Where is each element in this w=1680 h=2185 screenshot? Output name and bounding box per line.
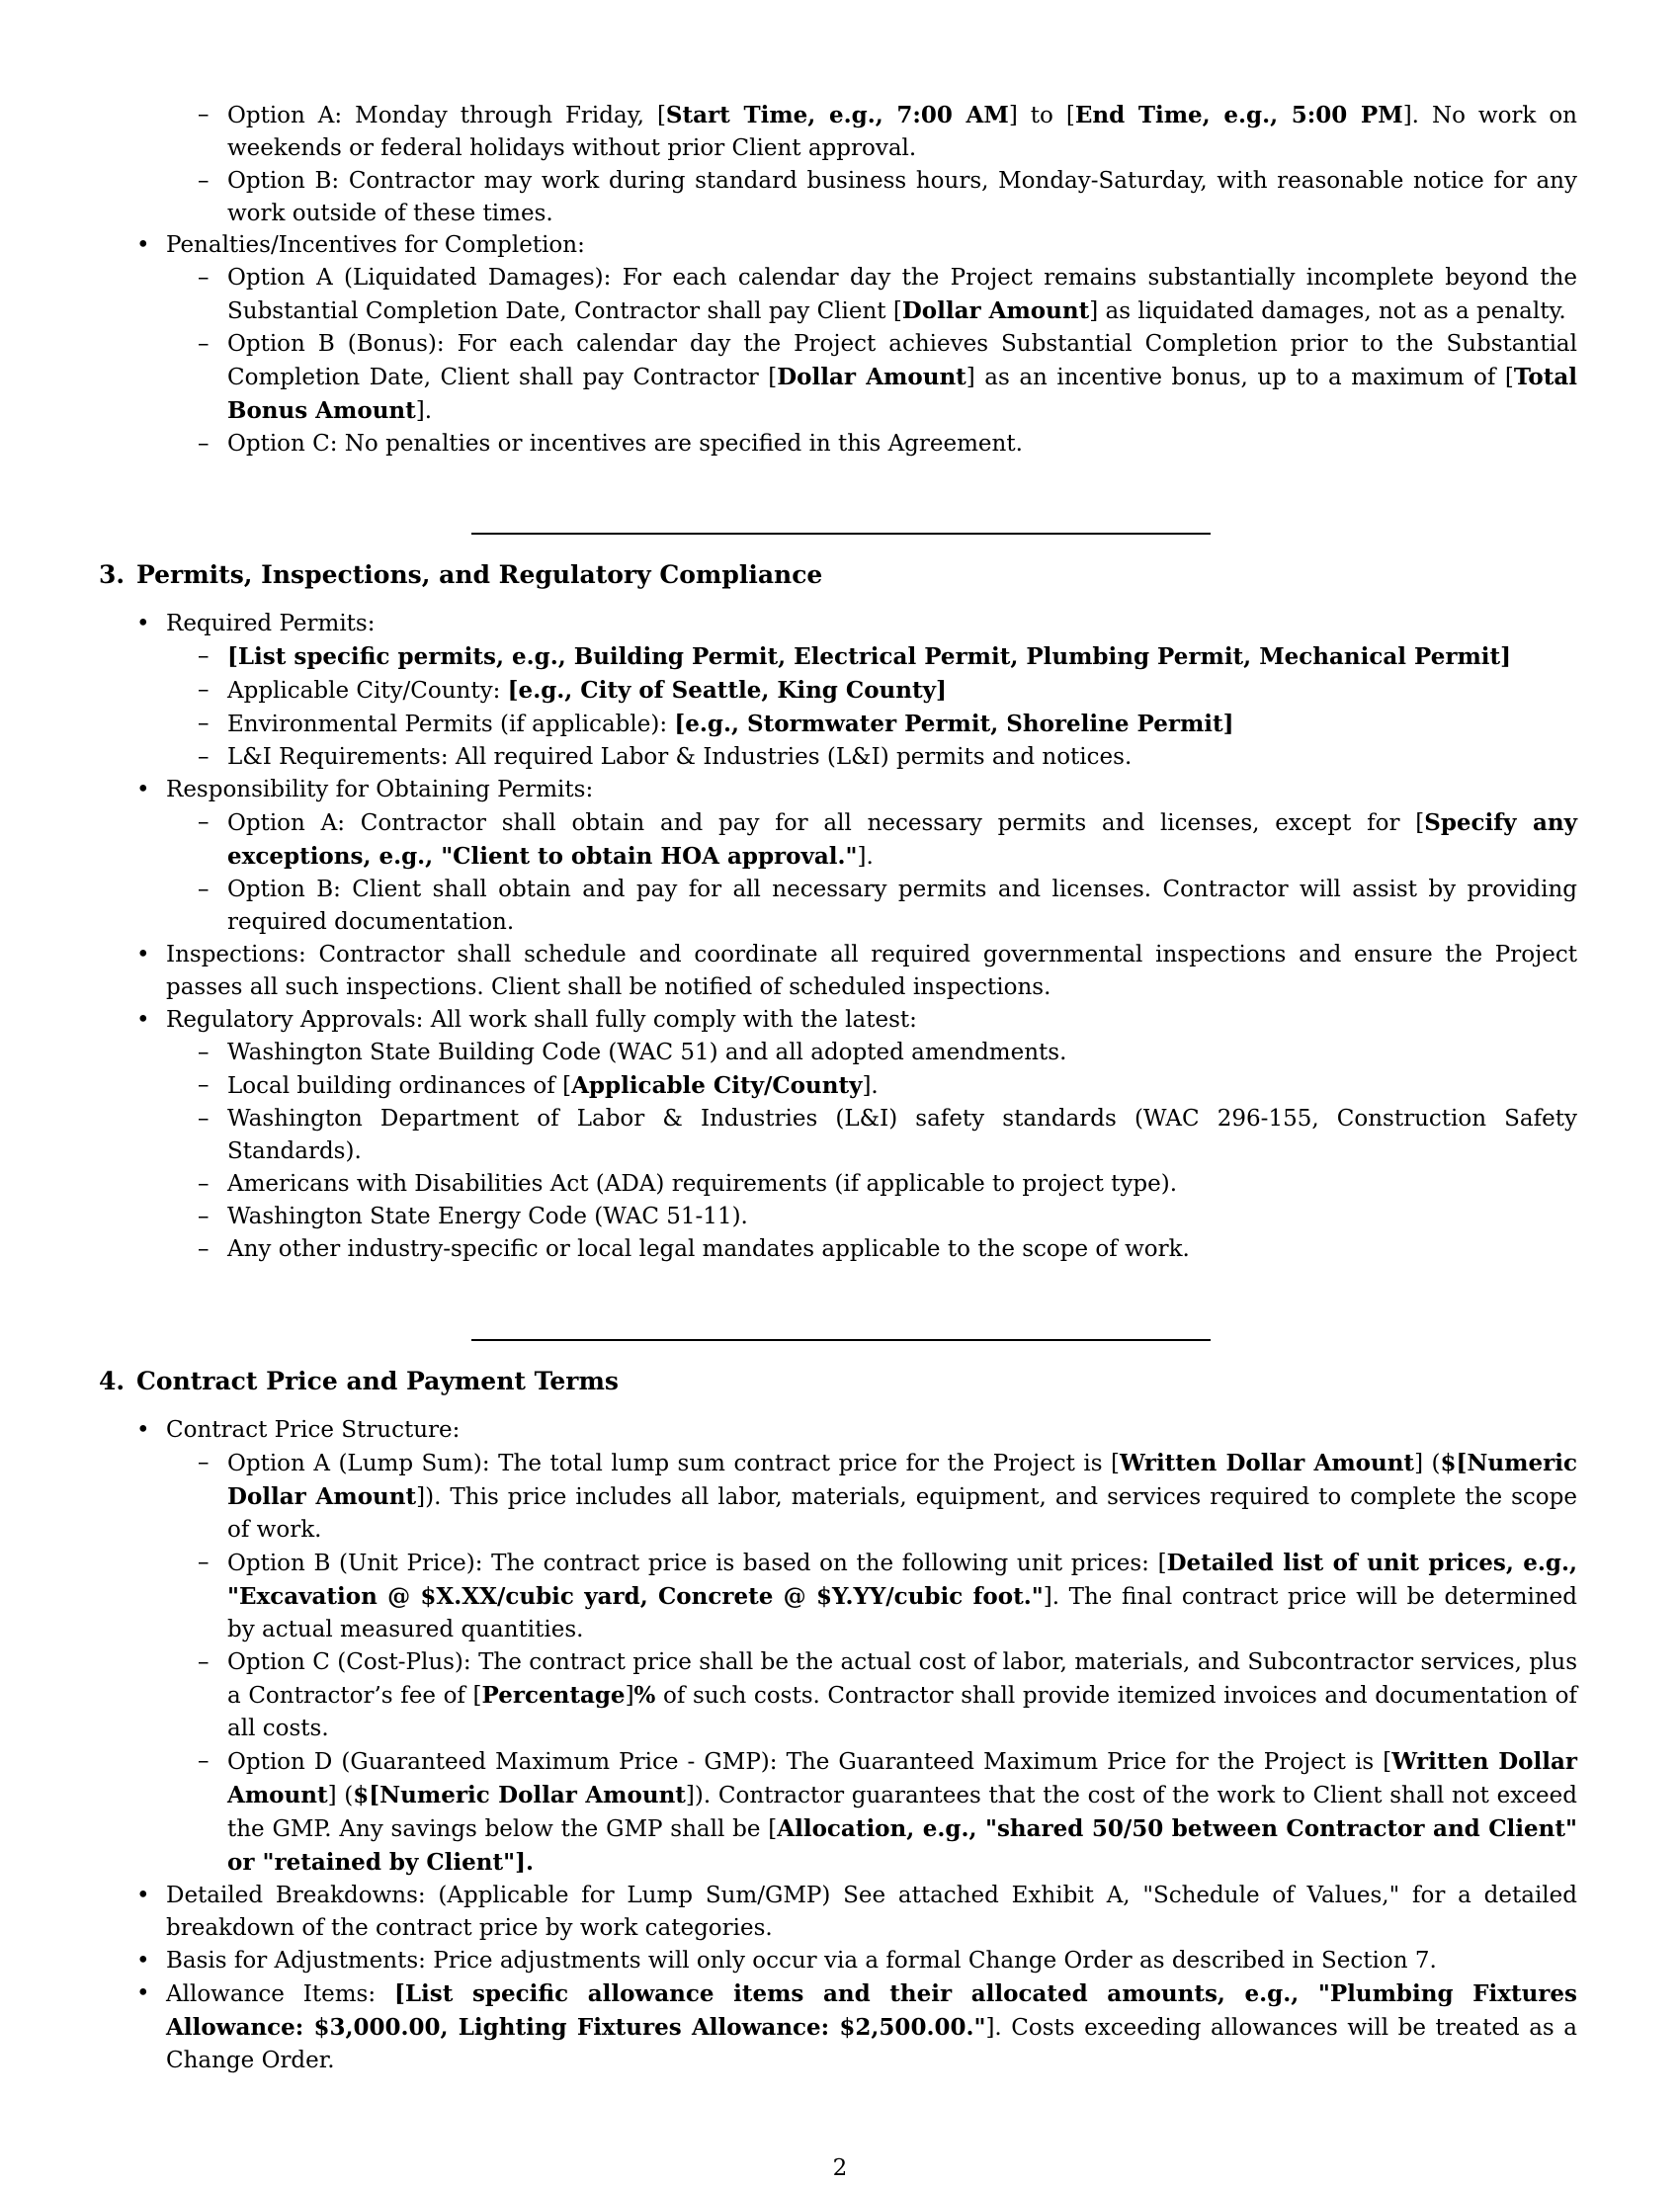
penalties-option-c: – Option C: No penalties or incentives are specified in this Agreement. xyxy=(0,428,1577,461)
penalties-option-a: – Option A (Liquidated Damages): For each calendar day the Project remains substantially incomplete beyond the Substantial Completion Date, Contractor shall pay Client [Dollar Amount] as liquidated damages, not as a penalty. xyxy=(0,262,1577,328)
price-structure-item: • Contract Price Structure: – Option A (Lump Sum): The total lump sum contract price for the Project is [Written Dollar Amount] ($[Numeric Dollar Amount]). This price includes all labor, materials, equipment, and services required to complete the scope of work. – Option B (Unit Price): The contract price is based on the following unit prices: [Detailed list of unit prices, e.g., "Excavation @ $X.XX/cubic yard, Concrete @ $Y.YY/cubic foot."]. The final contract price will be determined by actual measured quantities. – Option C (Cost-Plus): The contract price shall be the actual cost of labor, materials, and Subcontractor services, plus a Contractor’s fee of [Percentage]% of such costs. Contractor shall provide itemized invoices and documentation of all costs. – Option D (Guaranteed Maximum Price - GMP): The Guaranteed Maximum Price for the Project is [Written Dollar Amount] ($[Numeric Dollar Amount]). Contractor guarantees that the cost of the work to Client shall not exceed the GMP. Any savings below the GMP shall be [Allocation, e.g., "shared 50/50 between Contractor and Client" or "retained by Client"]. xyxy=(0,1414,1577,1880)
work-hours-option-a: – Option A: Monday through Friday, [Start Time, e.g., 7:00 AM] to [End Time, e.g., 5:00 PM]. No work on weekends or federal holidays without prior Client approval. xyxy=(0,99,1577,165)
price-option-c: – Option C (Cost-Plus): The contract price shall be the actual cost of labor, materials, and Subcontractor services, plus a Contractor’s fee of [Percentage]% of such costs. Contractor shall provide itemized invoices and documentation of all costs. xyxy=(0,1646,1577,1745)
permits-li: – L&I Requirements: All required Labor & Industries (L&I) permits and notices. xyxy=(0,741,1577,774)
permits-environmental: – Environmental Permits (if applicable): [e.g., Stormwater Permit, Shoreline Permit] xyxy=(0,708,1577,741)
reg-other: – Any other industry-specific or local legal mandates applicable to the scope of work. xyxy=(0,1233,1577,1266)
permits-city: – Applicable City/County: [e.g., City of Seattle, King County] xyxy=(0,674,1577,708)
price-option-d: – Option D (Guaranteed Maximum Price - GMP): The Guaranteed Maximum Price for the Project is [Written Dollar Amount] ($[Numeric Dollar Amount]). Contractor guarantees that the cost of the work to Client shall not exceed the GMP. Any savings below the GMP shall be [Allocation, e.g., "shared 50/50 between Contractor and Client" or "retained by Client"]. xyxy=(0,1745,1577,1880)
responsibility-option-b: – Option B: Client shall obtain and pay for all necessary permits and licenses. Contractor will assist by providing required documentation. xyxy=(0,874,1577,939)
inspections-item: • Inspections: Contractor shall schedule and coordinate all required governmental inspections and ensure the Project passes all such inspections. Client shall be notified of scheduled inspections. xyxy=(0,939,1577,1004)
adjustments-item: • Basis for Adjustments: Price adjustments will only occur via a formal Change Order as described in Section 7. xyxy=(0,1945,1577,1977)
reg-building-code: – Washington State Building Code (WAC 51) and all adopted amendments. xyxy=(0,1037,1577,1069)
penalties-option-b: – Option B (Bonus): For each calendar day the Project achieves Substantial Completion prior to the Substantial Completion Date, Client shall pay Contractor [Dollar Amount] as an incentive bonus, up to a maximum of [Total Bonus Amount]. xyxy=(0,328,1577,428)
required-permits-item: • Required Permits: – [List specific permits, e.g., Building Permit, Electrical Permit, Plumbing Permit, Mechanical Permit] – Applicable City/County: [e.g., City of Seattle, King County] – Environmental Permits (if applicable): [e.g., Stormwater Permit, Shoreline Permit] – L&I Requirements: All required Labor & Industries (L&I) permits and notices. xyxy=(0,608,1577,774)
penalties-item: • Penalties/Incentives for Completion: – Option A (Liquidated Damages): For each calendar day the Project remains substantially incomplete beyond the Substantial Completion Date, Contractor shall pay Client [Dollar Amount] as liquidated damages, not as a penalty. – Option B (Bonus): For each calendar day the Project achieves Substantial Completion prior to the Substantial Completion Date, Client shall pay Contractor [Dollar Amount] as an incentive bonus, up to a maximum of [Total Bonus Amount]. – Option C: No penalties or incentives are specified in this Agreement. xyxy=(0,229,1577,461)
section-divider xyxy=(471,533,1211,535)
price-option-b: – Option B (Unit Price): The contract price is based on the following unit prices: [Detailed list of unit prices, e.g., "Excavation @ $X.XX/cubic yard, Concrete @ $Y.YY/cubic foot."]. The final contract price will be determined by actual measured quantities. xyxy=(0,1547,1577,1646)
work-hours-block xyxy=(0,99,1680,230)
section-4-heading: 4. Contract Price and Payment Terms xyxy=(99,1367,619,1395)
page-number: 2 xyxy=(832,2155,848,2181)
reg-local-ordinances: – Local building ordinances of [Applicable City/County]. xyxy=(0,1069,1577,1103)
section-3-heading: 3. Permits, Inspections, and Regulatory Compliance xyxy=(99,560,823,589)
section-divider xyxy=(471,1339,1211,1341)
regulatory-item: • Regulatory Approvals: All work shall fully comply with the latest: – Washington State Building Code (WAC 51) and all adopted amendments. – Local building ordinances of [Applicable City/County]. – Washington Department of Labor & Industries (L&I) safety standards (WAC 296-155, Construction Safety Standards). – Americans with Disabilities Act (ADA) requirements (if applicable to project type). – Washington State Energy Code (WAC 51-11). – Any other industry-specific or local legal mandates applicable to the scope of work. xyxy=(0,1004,1577,1266)
price-option-a: – Option A (Lump Sum): The total lump sum contract price for the Project is [Written Dollar Amount] ($[Numeric Dollar Amount]). This price includes all labor, materials, equipment, and services required to complete the scope of work. xyxy=(0,1447,1577,1547)
responsibility-item: • Responsibility for Obtaining Permits: – Option A: Contractor shall obtain and pay for all necessary permits and licenses, except for [Specify any exceptions, e.g., "Client to obtain HOA approval."]. – Option B: Client shall obtain and pay for all necessary permits and licenses. Contractor will assist by providing required documentation. xyxy=(0,774,1577,939)
reg-ada: – Americans with Disabilities Act (ADA) requirements (if applicable to project type). xyxy=(0,1168,1577,1201)
breakdowns-item: • Detailed Breakdowns: (Applicable for Lump Sum/GMP) See attached Exhibit A, "Schedule of Values," for a detailed breakdown of the contract price by work categories. xyxy=(0,1880,1577,1945)
section-4-body xyxy=(0,1414,1680,2077)
reg-energy-code: – Washington State Energy Code (WAC 51-11). xyxy=(0,1201,1577,1233)
reg-li-safety: – Washington Department of Labor & Industries (L&I) safety standards (WAC 296-155, Construction Safety Standards). xyxy=(0,1103,1577,1168)
penalties-block xyxy=(0,229,1680,461)
work-hours-option-b: – Option B: Contractor may work during standard business hours, Monday-Saturday, with reasonable notice for any work outside of these times. xyxy=(0,165,1577,230)
section-3-body xyxy=(0,608,1680,1266)
allowance-item: • Allowance Items: [List specific allowance items and their allocated amounts, e.g., "Plumbing Fixtures Allowance: $3,000.00, Lighting Fixtures Allowance: $2,500.00."]. Costs exceeding allowances will be treated as a Change Order. xyxy=(0,1977,1577,2077)
responsibility-option-a: – Option A: Contractor shall obtain and pay for all necessary permits and licenses, except for [Specify any exceptions, e.g., "Client to obtain HOA approval."]. xyxy=(0,806,1577,874)
permits-list: – [List specific permits, e.g., Building Permit, Electrical Permit, Plumbing Permit, Mechanical Permit] xyxy=(0,640,1577,674)
